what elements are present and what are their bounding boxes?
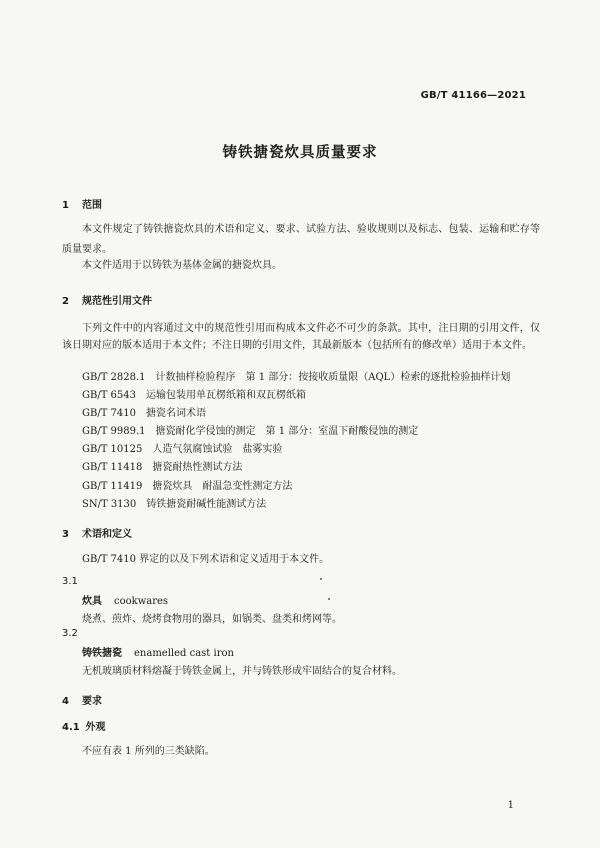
term-definition: 烧煮、煎炸、烧烤食物用的器具，如锅类、盘类和烤网等。 (82, 614, 342, 625)
reference-item (82, 478, 510, 496)
section-number: 4.1 (62, 722, 80, 733)
reference-item (82, 423, 510, 441)
reference-item (82, 387, 510, 405)
section-title: 外观 (85, 722, 106, 733)
scope-paragraph-2: 本文件适用于以铸铁为基体金属的搪瓷炊具。 (82, 260, 282, 271)
reference-item (82, 405, 510, 423)
reference-code: SN/T 3130 (82, 498, 137, 510)
term-number: 3.1 (62, 576, 78, 587)
section-3-heading (62, 525, 132, 540)
term-english: cookwares (114, 596, 169, 607)
scan-speck (320, 578, 322, 580)
reference-code: GB/T 11418 (82, 462, 143, 474)
reference-title: 人造气氛腐蚀试验 盐雾实验 (152, 444, 283, 456)
section-title: 规范性引用文件 (82, 296, 152, 307)
document-title: 铸铁搪瓷炊具质量要求 (222, 145, 378, 161)
scope-paragraph-1: 本文件规定了铸铁搪瓷炊具的术语和定义、要求、试验方法、验收规则以及标志、包装、运输和贮存等质量要求。 (62, 224, 540, 255)
standard-code: GB/T 41166—2021 (420, 90, 526, 101)
terms-intro: GB/T 7410 界定的以及下列术语和定义适用于本文件。 (82, 554, 330, 565)
reference-item (82, 459, 510, 477)
section-4-1-heading (62, 718, 105, 733)
reference-code: GB/T 2828.1 (82, 372, 146, 383)
term-heading (82, 644, 234, 659)
term-definition: 无机玻璃质材料熔凝于铸铁金属上，并与铸铁形成牢固结合的复合材料。 (82, 666, 402, 677)
term-name: 炊具 (82, 596, 102, 607)
reference-code: GB/T 6543 (82, 390, 137, 402)
reference-code: GB/T 10125 (82, 444, 143, 456)
reference-title: 运输包装用单瓦楞纸箱和双瓦楞纸箱 (146, 390, 307, 402)
section-title: 要求 (82, 696, 102, 707)
reference-code: GB/T 7410 (82, 408, 137, 420)
term-english: enamelled cast iron (134, 648, 234, 659)
reference-code: GB/T 9989.1 (82, 426, 146, 438)
reference-list (82, 369, 510, 514)
reference-title: 铸铁搪瓷耐碱性能测试方法 (146, 498, 267, 510)
appearance-requirement: 不应有表 1 所列的三类缺陷。 (82, 746, 215, 757)
section-title: 范围 (82, 200, 102, 211)
reference-code: GB/T 11419 (82, 480, 143, 492)
scan-speck (328, 598, 330, 600)
term-name: 铸铁搪瓷 (82, 648, 122, 659)
reference-title: 搪瓷炊具 耐温急变性测定方法 (152, 480, 293, 492)
reference-title: 搪瓷名词术语 (146, 408, 207, 420)
reference-title: 计数抽样检验程序 第 1 部分：按接收质量限（AQL）检索的逐批检验抽样计划 (155, 372, 511, 383)
section-4-heading (62, 692, 102, 707)
section-number: 2 (62, 296, 69, 307)
term-heading (82, 592, 168, 607)
term-number: 3.2 (62, 628, 78, 639)
reference-title: 搪瓷耐热性测试方法 (152, 462, 243, 474)
section-1-heading (62, 196, 102, 211)
section-number: 3 (62, 529, 69, 540)
reference-item (82, 441, 510, 459)
normative-intro: 下列文件中的内容通过文中的规范性引用而构成本文件必不可少的条款。其中，注日期的引用文件，仅该日期对应的版本适用于本文件；不注日期的引用文件，其最新版本（包括所有的修改单）适用于本文件。 (62, 323, 540, 351)
section-title: 术语和定义 (82, 529, 132, 540)
section-number: 4 (62, 696, 69, 707)
reference-item (82, 369, 510, 387)
section-2-heading (62, 292, 152, 307)
section-number: 1 (62, 200, 69, 211)
reference-item (82, 496, 510, 514)
reference-title: 搪瓷耐化学侵蚀的测定 第 1 部分：室温下耐酸侵蚀的测定 (155, 426, 419, 438)
page-number: 1 (507, 800, 514, 811)
